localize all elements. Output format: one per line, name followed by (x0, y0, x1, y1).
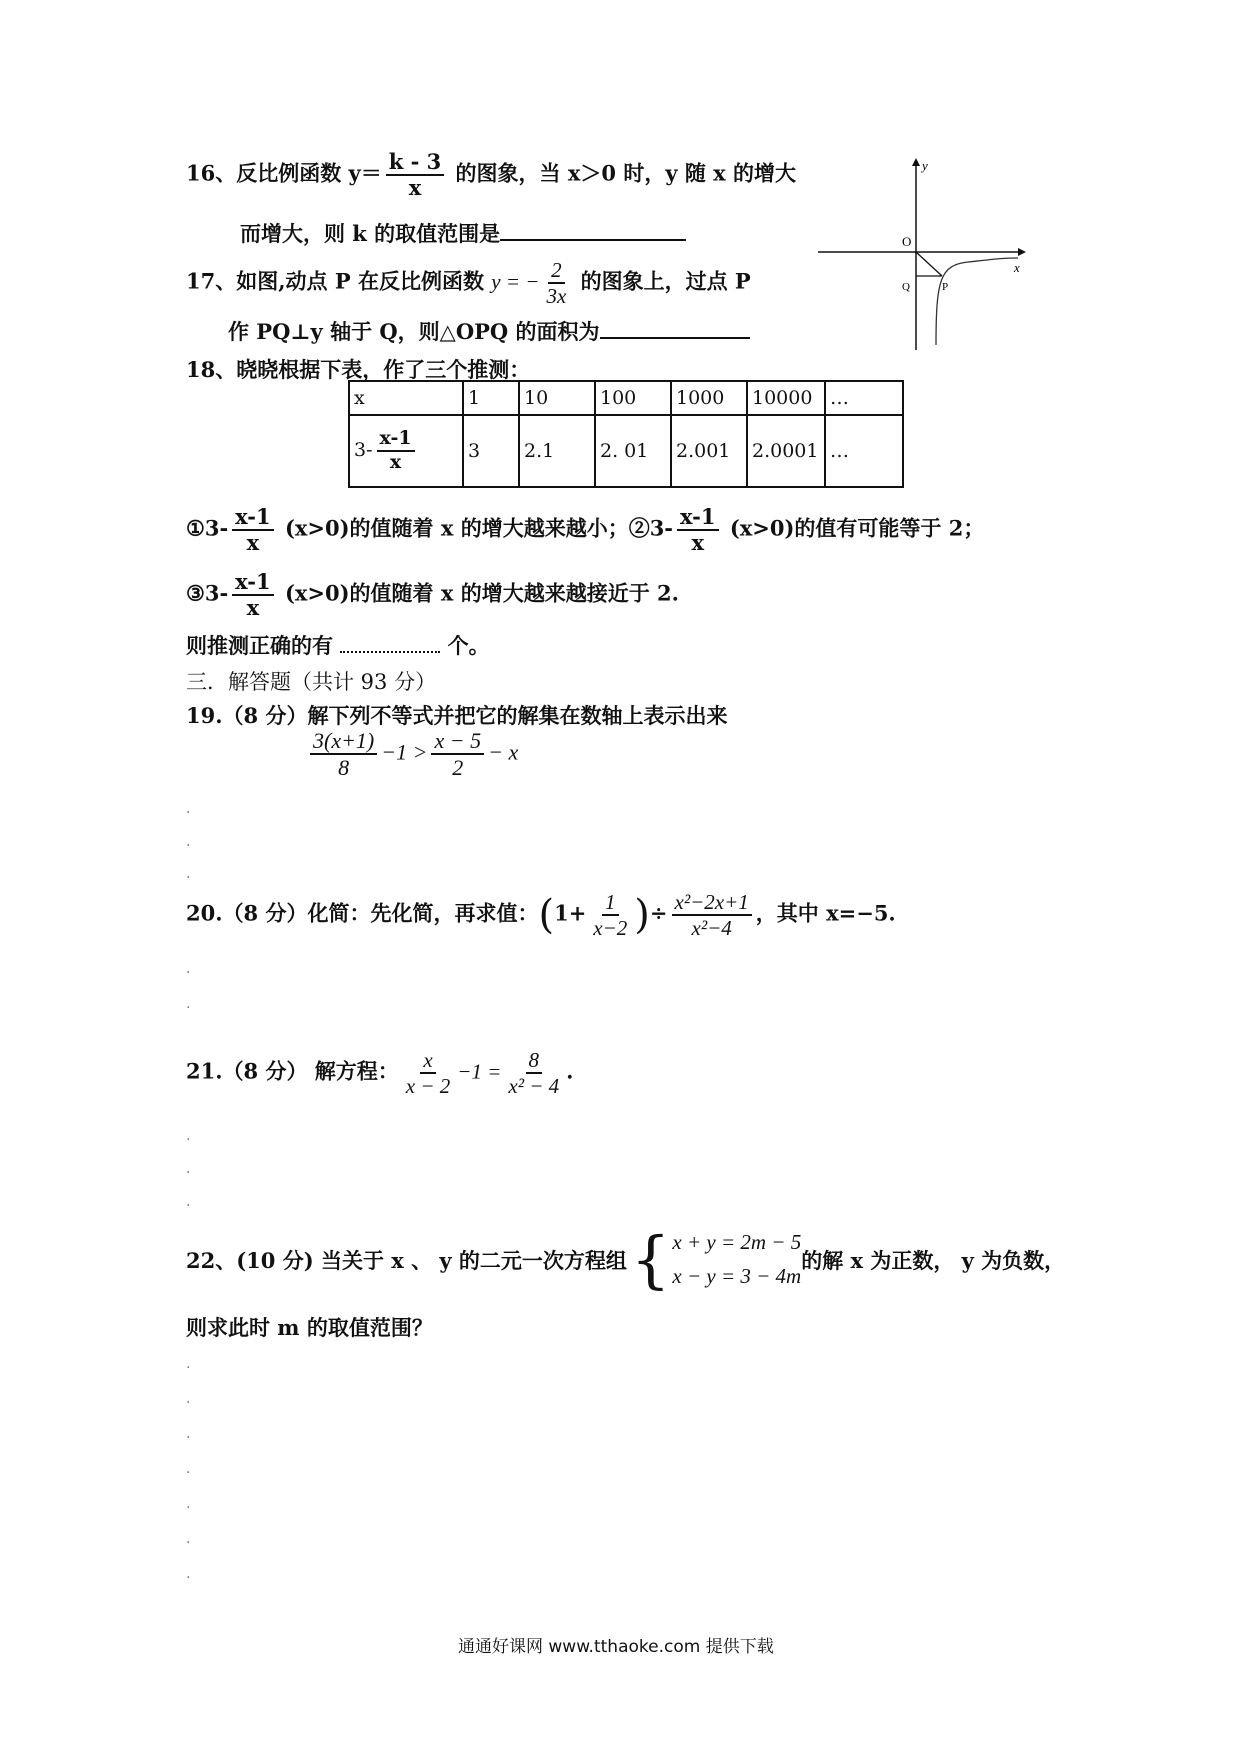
q17-frac-den: 3x (546, 284, 567, 309)
q16-prefix: 16、反比例函数 y＝ (186, 160, 382, 186)
q18-guess-3 (186, 570, 679, 620)
table-cell: 10000 (747, 381, 825, 415)
table-cell: … (825, 381, 903, 415)
segment-op (916, 252, 942, 276)
table-row (349, 415, 903, 487)
table-cell: 2. 01 (595, 415, 671, 487)
g1-prefix: ①3- (186, 515, 229, 541)
conclusion-prefix: 则推测正确的有 (186, 633, 333, 658)
section-3-title: 三．解答题（共计 93 分） (186, 670, 437, 694)
margin-dot: · (186, 1360, 191, 1376)
margin-dot: · (186, 1535, 191, 1551)
table-cell: 10 (519, 381, 595, 415)
g3-den: x (246, 595, 260, 621)
q17-frac-num: 2 (548, 258, 565, 284)
margin-dot: · (186, 1198, 191, 1214)
table-row (349, 381, 903, 415)
question-21 (186, 1048, 573, 1098)
row2-header-num: x-1 (377, 428, 415, 452)
q21-text: 21.（8 分） 解方程： (186, 1058, 399, 1084)
table-cell: x (349, 381, 463, 415)
q18-answer-blank[interactable] (340, 651, 440, 653)
conclusion-suffix: 个。 (447, 633, 490, 658)
margin-dot: · (186, 805, 191, 821)
margin-dot: · (186, 1395, 191, 1411)
table-cell (349, 415, 463, 487)
q21-lhs-den: x − 2 (405, 1074, 451, 1099)
question-20 (186, 890, 896, 940)
q16-suffix: 的图象，当 x＞0 时，y 随 x 的增大 (448, 160, 796, 186)
q22-eq2: x − y = 3 − 4m (672, 1263, 802, 1288)
q21-lhs-fraction (403, 1048, 454, 1098)
g1-fraction (232, 505, 273, 555)
g3-prefix: ③3- (186, 580, 229, 606)
q19-inequality (306, 728, 518, 781)
origin-label: O (902, 234, 912, 249)
hyperbola-curve (936, 258, 1018, 345)
question-18-intro: 18、晓晓根据下表，作了三个推测： (186, 357, 531, 382)
q16-line2 (240, 218, 686, 248)
margin-dot: · (186, 1132, 191, 1148)
q21-rhs-fraction (505, 1048, 562, 1098)
margin-dot: · (186, 838, 191, 854)
q17-fraction (543, 258, 569, 308)
q17-func-lhs: y = − (491, 269, 540, 294)
q20-tail: ，其中 x=−5. (755, 900, 896, 926)
q17-line2 (228, 316, 750, 346)
q20-outer-den: x²−4 (691, 916, 732, 941)
table-cell: 2.0001 (747, 415, 825, 487)
x-axis-label: x (1014, 260, 1020, 275)
row2-header-prefix: 3- (354, 439, 373, 461)
q16-line2-text: 而增大，则 k 的取值范围是 (240, 221, 501, 246)
q19-lhs-fraction (310, 728, 377, 781)
table-cell: … (825, 415, 903, 487)
q17-suffix: 的图象上，过点 P (573, 268, 751, 294)
q20-inner-fraction (590, 890, 630, 940)
margin-dot: · (186, 965, 191, 981)
q18-table (348, 380, 904, 488)
question-16 (186, 150, 796, 200)
g2-text: (x>0)的值有可能等于 2； (729, 515, 985, 541)
q20-outer-fraction (672, 890, 752, 940)
table-cell: 100 (595, 381, 671, 415)
margin-dot: · (186, 1500, 191, 1516)
table-cell: 3 (463, 415, 519, 487)
page-footer: 通通好课网 www.tthaoke.com 提供下载 (458, 1637, 774, 1657)
row2-header-fraction (377, 428, 415, 474)
y-axis-arrow (912, 158, 920, 166)
q21-lhs-num: x (420, 1048, 435, 1074)
q22-brace: { (630, 1222, 671, 1296)
x-axis-arrow (1018, 248, 1026, 256)
table-cell: 2.1 (519, 415, 595, 487)
g3-text: (x>0)的值随着 x 的增大越来越接近于 2. (284, 580, 679, 606)
row2-header-den: x (389, 451, 402, 473)
g3-fraction (232, 570, 273, 620)
q19-rhs-den: 2 (452, 755, 464, 781)
q20-divide: ÷ (649, 900, 668, 926)
q22-text1: 22、(10 分) 当关于 x 、 y 的二元一次方程组 (186, 1247, 627, 1273)
q17-answer-blank[interactable] (600, 337, 750, 339)
q16-frac-num: k - 3 (386, 150, 445, 176)
q16-frac-den: x (408, 175, 422, 201)
table-cell: 1000 (671, 381, 747, 415)
g3-num: x-1 (232, 570, 273, 596)
q22-text2: 的解 x 为正数， y 为负数， (801, 1247, 1066, 1273)
q20-inner-den: x−2 (593, 916, 628, 941)
q20-outer-num: x²−2x+1 (672, 890, 752, 916)
q17-line2-text: 作 PQ⊥y 轴于 Q，则△OPQ 的面积为 (228, 319, 600, 344)
hyperbola-graph (818, 150, 1058, 350)
q20-inner-num: 1 (602, 890, 619, 916)
g2-den: x (691, 530, 705, 556)
q19-lhs-den: 8 (338, 755, 350, 781)
g1-den: x (246, 530, 260, 556)
q21-tail: . (566, 1058, 574, 1084)
y-axis-label: y (922, 158, 928, 173)
q22-line2: 则求此时 m 的取值范围？ (186, 1315, 433, 1340)
q20-paren-open: ( (538, 892, 555, 939)
margin-dot: · (186, 1570, 191, 1586)
q19-rhs-num: x − 5 (431, 728, 484, 755)
g1-text: (x>0)的值随着 x 的增大越来越小；②3- (284, 515, 674, 541)
q18-conclusion (186, 630, 490, 660)
q18-guess-1-2 (186, 505, 984, 555)
g2-fraction (677, 505, 718, 555)
q21-mid: −1 = (457, 1059, 502, 1084)
q20-text: 20.（8 分）化简：先化简，再求值： (186, 900, 539, 926)
g2-num: x-1 (677, 505, 718, 531)
question-19: 19.（8 分）解下列不等式并把它的解集在数轴上表示出来 (186, 703, 728, 728)
g1-num: x-1 (232, 505, 273, 531)
point-q-label: Q (902, 281, 910, 293)
q21-rhs-den: x² − 4 (508, 1074, 560, 1099)
question-22 (186, 1222, 1066, 1296)
point-p-label: P (942, 281, 949, 293)
q19-mid: −1 > (381, 739, 428, 765)
q19-rhs-fraction (431, 728, 484, 781)
margin-dot: · (186, 1465, 191, 1481)
q16-fraction (386, 150, 445, 200)
q22-eq1: x + y = 2m − 5 (672, 1230, 802, 1254)
table-cell: 2.001 (671, 415, 747, 487)
margin-dot: · (186, 1430, 191, 1446)
q19-lhs-num: 3(x+1) (310, 728, 377, 755)
q20-paren-close: ) (634, 892, 650, 939)
margin-dot: · (186, 870, 191, 886)
q22-system (672, 1226, 801, 1293)
question-17 (186, 258, 751, 308)
q19-rhs-tail: − x (488, 739, 519, 765)
margin-dot: · (186, 1165, 191, 1181)
table-cell: 1 (463, 381, 519, 415)
q21-rhs-num: 8 (526, 1048, 543, 1074)
q17-prefix: 17、如图,动点 P 在反比例函数 (186, 268, 492, 294)
margin-dot: · (186, 1000, 191, 1016)
q20-one-plus: 1+ (554, 900, 587, 926)
q16-answer-blank[interactable] (500, 239, 686, 241)
